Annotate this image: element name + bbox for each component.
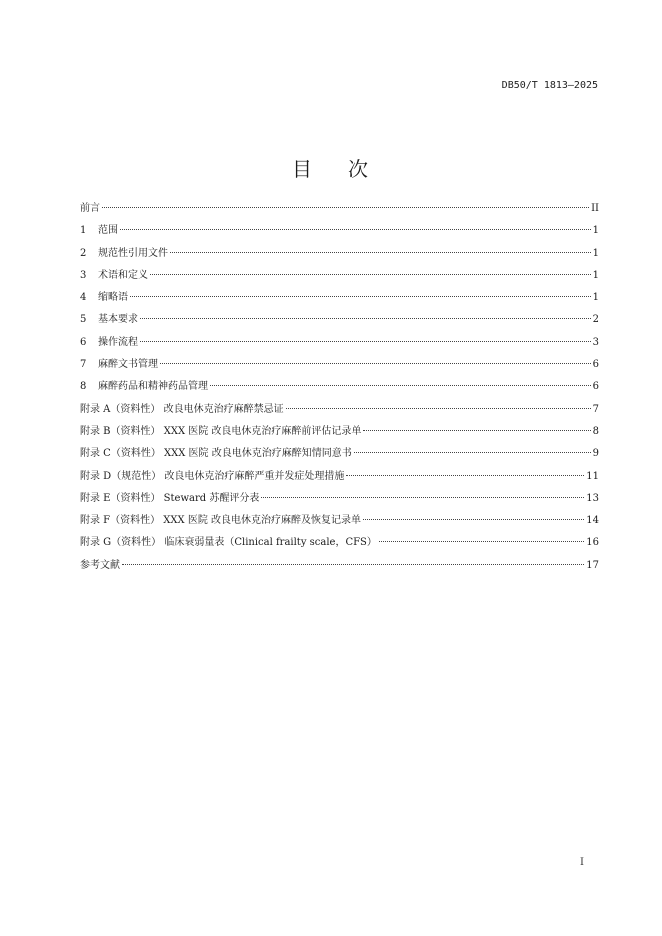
toc-entry-page: 16 <box>586 537 599 549</box>
toc-entry-page: 13 <box>586 492 599 504</box>
toc-entry-appendix-g[interactable] <box>80 533 599 555</box>
dot-leader <box>122 564 584 565</box>
toc-entry-appendix-b[interactable] <box>80 422 599 444</box>
toc-entry-1[interactable] <box>80 221 599 243</box>
toc-entry-appendix-f[interactable] <box>80 511 599 533</box>
dot-leader <box>346 475 584 476</box>
toc-entry-label: 附录 E（资料性） Steward 苏醒评分表 <box>80 492 260 504</box>
toc-entry-label: 术语和定义 <box>98 269 148 281</box>
toc-entry-page: 1 <box>592 247 599 259</box>
toc-entry-page: 14 <box>586 515 599 527</box>
dot-leader <box>140 318 591 319</box>
toc-entry-appendix-d[interactable] <box>80 467 599 489</box>
toc-entry-number: 2 <box>80 247 87 259</box>
toc-entry-label: 附录 A（资料性） 改良电休克治疗麻醉禁忌证 <box>80 403 284 415</box>
page-number: I <box>580 857 584 868</box>
toc-entry-page: II <box>591 203 599 214</box>
toc-entry-label: 规范性引用文件 <box>98 247 168 259</box>
dot-leader <box>210 385 591 386</box>
toc-entry-preface[interactable] <box>80 199 599 221</box>
standard-code: DB50/T 1813—2025 <box>501 80 598 91</box>
toc-entry-number: 3 <box>80 269 87 281</box>
dot-leader <box>102 207 589 208</box>
toc-entry-page: 1 <box>592 225 599 237</box>
toc-entry-page: 6 <box>592 359 599 371</box>
dot-leader <box>170 252 591 253</box>
toc-entry-label: 操作流程 <box>98 336 138 348</box>
dot-leader <box>130 296 591 297</box>
dot-leader <box>354 452 591 453</box>
dot-leader <box>286 408 591 409</box>
toc-entry-label: 附录 G（资料性） 临床衰弱量表（Clinical frailty scale，CFS） <box>80 537 377 549</box>
toc-entry-label: 前言 <box>80 203 100 214</box>
toc-entry-label: 麻醉文书管理 <box>98 359 158 371</box>
toc-entry-page: 3 <box>592 336 599 348</box>
dot-leader <box>120 229 591 230</box>
toc-entry-label: 基本要求 <box>98 314 138 326</box>
toc-entry-references[interactable] <box>80 556 599 578</box>
toc-entry-page: 1 <box>592 269 599 281</box>
dot-leader <box>261 497 584 498</box>
toc-entry-page: 7 <box>592 403 599 415</box>
toc-entry-appendix-c[interactable] <box>80 444 599 466</box>
title-part-1: 目 <box>292 157 314 182</box>
dot-leader <box>140 341 591 342</box>
toc-entry-3[interactable] <box>80 266 599 288</box>
toc-entry-page: 9 <box>592 448 599 460</box>
title-part-2: 次 <box>348 157 370 182</box>
dot-leader <box>150 274 591 275</box>
table-of-contents <box>80 199 599 578</box>
toc-entry-number: 4 <box>80 292 87 304</box>
toc-entry-page: 17 <box>586 559 599 571</box>
toc-entry-label: 参考文献 <box>80 559 120 571</box>
toc-entry-page: 8 <box>592 425 599 437</box>
toc-entry-number: 6 <box>80 336 87 348</box>
toc-entry-page: 6 <box>592 381 599 393</box>
toc-entry-appendix-a[interactable] <box>80 400 599 422</box>
toc-entry-label: 麻醉药品和精神药品管理 <box>98 381 208 393</box>
toc-entry-6[interactable] <box>80 333 599 355</box>
toc-entry-page: 11 <box>586 470 599 482</box>
toc-entry-label: 缩略语 <box>98 292 128 304</box>
toc-entry-number: 5 <box>80 314 87 326</box>
toc-entry-number: 7 <box>80 359 87 371</box>
toc-entry-number: 1 <box>80 225 87 237</box>
dot-leader <box>363 430 590 431</box>
toc-entry-8[interactable] <box>80 377 599 399</box>
toc-entry-4[interactable] <box>80 288 599 310</box>
dot-leader <box>363 519 584 520</box>
toc-entry-label: 范围 <box>98 225 118 237</box>
toc-entry-label: 附录 B（资料性） XXX 医院 改良电休克治疗麻醉前评估记录单 <box>80 425 362 437</box>
toc-entry-number: 8 <box>80 381 87 393</box>
toc-entry-5[interactable] <box>80 310 599 332</box>
dot-leader <box>379 541 584 542</box>
page-title <box>0 153 662 182</box>
toc-entry-7[interactable] <box>80 355 599 377</box>
dot-leader <box>160 363 591 364</box>
toc-entry-label: 附录 F（资料性） XXX 医院 改良电休克治疗麻醉及恢复记录单 <box>80 515 362 527</box>
toc-entry-page: 1 <box>592 292 599 304</box>
toc-entry-label: 附录 C（资料性） XXX 医院 改良电休克治疗麻醉知情同意书 <box>80 448 352 460</box>
toc-entry-2[interactable] <box>80 244 599 266</box>
toc-entry-appendix-e[interactable] <box>80 489 599 511</box>
toc-entry-page: 2 <box>592 314 599 326</box>
toc-entry-label: 附录 D（规范性） 改良电休克治疗麻醉严重并发症处理措施 <box>80 470 345 482</box>
